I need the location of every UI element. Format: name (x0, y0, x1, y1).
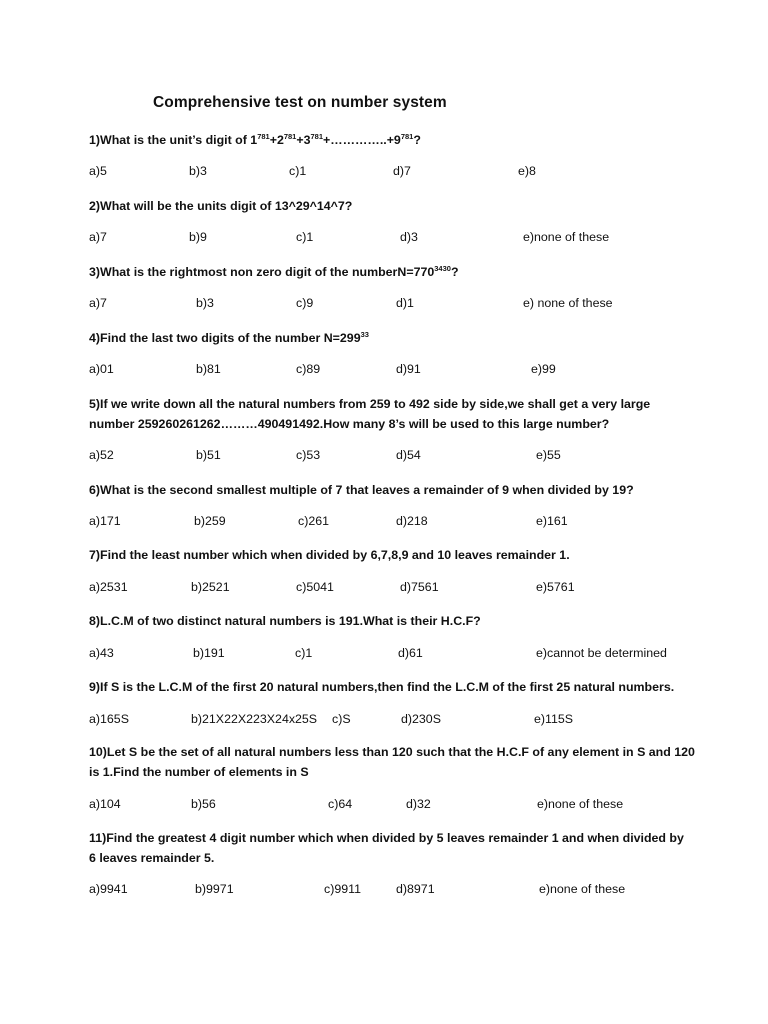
option-e: e)55 (536, 448, 561, 462)
question-6-options (0, 514, 768, 532)
option-e: e)99 (531, 362, 556, 376)
question-8-options (0, 646, 768, 664)
option-d: d)218 (396, 514, 428, 528)
option-b: b)2521 (191, 580, 230, 594)
option-c: c)S (332, 712, 351, 726)
option-a: a)104 (89, 797, 121, 811)
option-d: d)3 (400, 230, 418, 244)
option-b: b)9971 (195, 882, 234, 896)
option-c: c)261 (298, 514, 329, 528)
question-5-options (0, 448, 768, 466)
option-a: a)165S (89, 712, 129, 726)
question-4: 4)Find the last two digits of the number $N=299^{33}$ (89, 330, 369, 345)
question-9-options (0, 712, 768, 730)
option-a: a)7 (89, 296, 107, 310)
option-d: d)1 (396, 296, 414, 310)
page-title: Comprehensive test on number system (153, 94, 447, 111)
option-a: a)52 (89, 448, 114, 462)
question-7: 7)Find the least number which when divided by 6,7,8,9 and 10 leaves remainder 1. (89, 548, 570, 562)
option-e: e)cannot be determined (536, 646, 667, 660)
option-b: b)3 (196, 296, 214, 310)
option-e: e)none of these (539, 882, 626, 896)
option-d: d)32 (406, 797, 431, 811)
option-c: c)9 (296, 296, 314, 310)
question-11: 11)Find the greatest 4 digit number which when divided by 5 leaves remainder 1 and when divided by 6 leaves remainder 5. (89, 831, 684, 865)
option-a: a)43 (89, 646, 114, 660)
question-3-options (0, 296, 768, 314)
option-e: e)5761 (536, 580, 575, 594)
question-4-options (0, 362, 768, 380)
question-9: 9)If S is the L.C.M of the first 20 natural numbers,then find the L.C.M of the first 25 natural numbers. (89, 680, 675, 694)
question-6: 6)What is the second smallest multiple of 7 that leaves a remainder of 9 when divided by 19? (89, 483, 634, 497)
question-10: 10)Let S be the set of all natural numbers less than 120 such that the H.C.F of any element in S and 120 is 1.Find the number of elements in S (89, 745, 695, 779)
question-1-options (0, 164, 768, 182)
option-c: c)1 (296, 230, 314, 244)
option-c: c)64 (328, 797, 353, 811)
option-c: c)5041 (296, 580, 334, 594)
option-b: b)3 (189, 164, 207, 178)
question-1: 1)What is the unit’s digit of $1^{781}+2^{781}+3^{781}+\dots\dots\dots\dots..+9^{781}$? (89, 132, 421, 147)
option-c: c)9911 (324, 882, 361, 896)
option-b: b)9 (189, 230, 207, 244)
option-e: e)115S (534, 712, 574, 726)
question-7-options (0, 580, 768, 598)
question-8: 8)L.C.M of two distinct natural numbers is 191.What is their H.C.F? (89, 614, 481, 628)
option-d: d)7561 (400, 580, 439, 594)
option-e: e)none of these (523, 230, 610, 244)
option-d: d)91 (396, 362, 421, 376)
option-b: b)259 (194, 514, 226, 528)
option-c: c)89 (296, 362, 321, 376)
option-e: e)161 (536, 514, 568, 528)
option-b: b)56 (191, 797, 216, 811)
option-e: e)8 (518, 164, 536, 178)
question-2-options (0, 230, 768, 248)
option-a: a)9941 (89, 882, 128, 896)
option-b: b)81 (196, 362, 221, 376)
option-b: b)191 (193, 646, 225, 660)
option-b: b)21X22X223X24x25S (191, 712, 318, 726)
option-a: a)5 (89, 164, 107, 178)
option-d: d)54 (396, 448, 421, 462)
option-c: c)1 (289, 164, 307, 178)
option-d: d)61 (398, 646, 423, 660)
question-2: 2)What will be the units digit of 13^29^14^7? (89, 199, 353, 213)
option-e: e)none of these (537, 797, 624, 811)
option-a: a)01 (89, 362, 114, 376)
question-11-options (0, 882, 768, 900)
option-c: c)53 (296, 448, 321, 462)
option-e: e) none of these (523, 296, 613, 310)
option-d: d)7 (393, 164, 411, 178)
option-b: b)51 (196, 448, 221, 462)
option-a: a)2531 (89, 580, 128, 594)
question-10-options (0, 797, 768, 815)
option-c: c)1 (295, 646, 313, 660)
question-3: 3)What is the rightmost non zero digit of the $numberN=770^{3430}$? (89, 264, 459, 279)
option-d: d)8971 (396, 882, 435, 896)
option-a: a)171 (89, 514, 121, 528)
option-d: d)230S (401, 712, 441, 726)
option-a: a)7 (89, 230, 107, 244)
question-5: 5)If we write down all the natural numbers from 259 to 492 side by side,we shall get a very large number 259260261262………490491492.How many 8’s will be used to this large number? (89, 397, 651, 431)
